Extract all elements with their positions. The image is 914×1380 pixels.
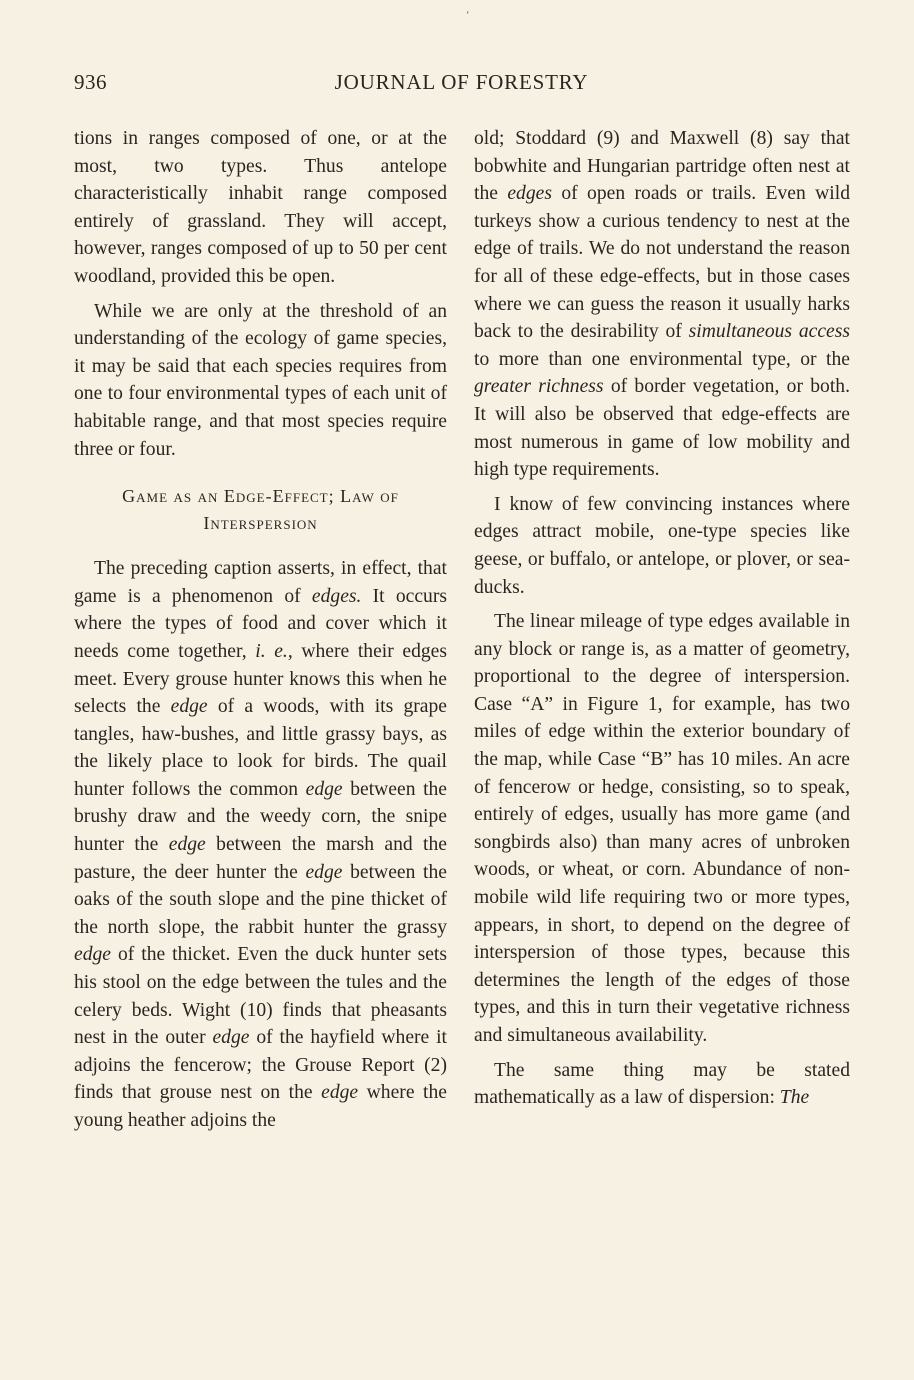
paragraph: old; Stoddard (9) and Maxwell (8) say that bobwhite and Hungarian partridge often nest at the edges of open roads or trails. Even wild turkeys show a curious tendency to nest at the edge of trails. We do not understand the reason for all of these edge-effects, but in those cases where we can guess the reason it usually harks back to the desirability of simultaneous access to more than one environmental type, or the greater richness of border vegetation, or both. It will also be observed that edge-effects are most numerous in game of low mobility and high type requirements. [474,128,850,481]
right-column [474,125,850,1119]
section-heading: Game as an Edge-Effect; Law of Interspersion [122,486,399,534]
paragraph: The preceding caption asserts, in effect, that game is a phenomenon of edges. It occurs where the types of food and cover which it needs come together, i. e., where their edges meet. Every grouse hunter knows this when he selects the edge of a woods, with its grape tangles, haw-bushes, and little grassy bays, as the likely place to look for birds. The quail hunter follows the common edge between the brushy draw and the weedy corn, the snipe hunter the edge between the marsh and the pasture, the deer hunter the edge between the oaks of the south slope and the pine thicket of the north slope, the rabbit hunter the grassy edge of the thicket. Even the duck hunter sets his stool on the edge between the tules and the celery beds. Wight (10) finds that pheasants nest in the outer edge of the hayfield where it adjoins the fencerow; the Grouse Report (2) finds that grouse nest on the edge where the young heather adjoins the [74,558,448,1131]
paragraph: tions in ranges composed of one, or at the most, two types. Thus antelope characteristically inhabit range composed entirely of grassland. They will accept, however, ranges composed of up to 50 per cent woodland, provided this be open. [74,128,447,287]
paragraph: The linear mileage of type edges available in any block or range is, as a matter of geometry, proportional to the degree of interspersion. Case “A” in Figure 1, for example, has two miles of edge within the exterior boundary of the map, while Case “B” has 10 miles. An acre of fencerow or hedge, consisting, so to speak, entirely of edges, usually has more game (and songbirds also) than many acres of unbroken woods, or wheat, or corn. Abundance of non-mobile wild life requiring two or more types, appears, in short, to depend on the degree of interspersion of those types, because this determines the length of the edges of those types, and this in turn their vegetative richness and simultaneous availability. [474,611,850,1046]
page-number: 936 [74,70,107,94]
page-tick-mark: ‘ [466,10,470,21]
paragraph: The same thing may be stated mathematically as a law of dispersion: The [474,1059,850,1109]
left-column [74,125,447,1142]
page-header [74,70,849,100]
journal-title: JOURNAL OF FORESTRY [334,70,589,94]
paragraph: While we are only at the threshold of an understanding of the ecology of game species, it may be said that each species requires from one to four environmental types of each unit of habitable range, and that most species require three or four. [74,300,447,460]
paragraph: I know of few convincing instances where edges attract mobile, one-type species like geese, or buffalo, or antelope, or plover, or sea-ducks. [474,493,850,598]
